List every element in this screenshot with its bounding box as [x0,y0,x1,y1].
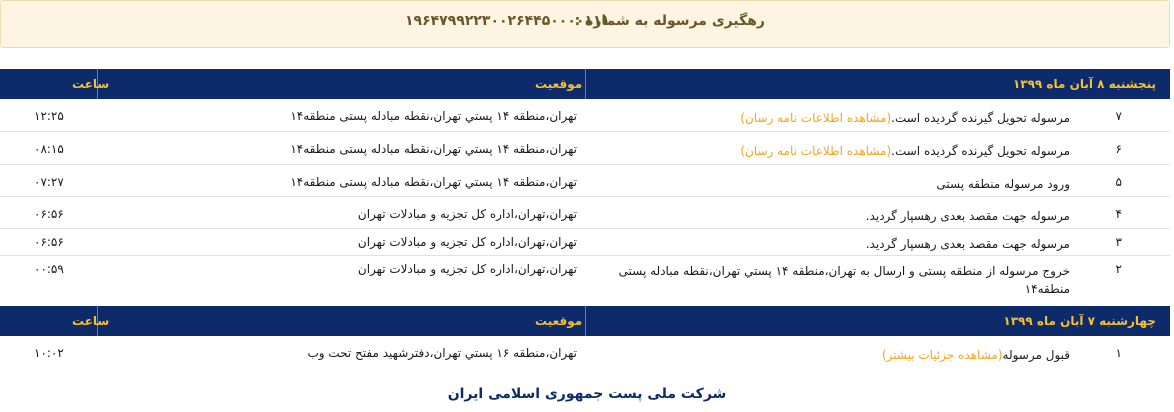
location-header: موقعیت [535,77,583,91]
more-details-link[interactable]: (مشاهده جزئیات بیشتر) [881,348,1003,362]
event-time: ۰۶:۵۶ [34,207,64,221]
event-location: تهران،منطقه ۱۴ پستي تهران،نقطه مبادله پستی منطقه۱۴ [290,109,577,123]
event-time: ۰۶:۵۶ [34,235,64,249]
courier-info-link[interactable]: (مشاهده اطلاعات نامه رسان) [740,111,892,125]
day-header [0,306,1170,336]
event-number: ۲ [1115,262,1122,276]
event-location: تهران،تهران،اداره کل تجزیه و مبادلات تهران [357,235,577,249]
table-row [0,132,1170,165]
event-description: مرسوله تحویل گیرنده گردیده است.(مشاهده اطلاعات نامه رسان) [740,111,1070,125]
tracking-header [0,0,1170,48]
event-number: ۴ [1115,207,1122,221]
event-description: مرسوله جهت مقصد بعدی رهسپار گردید. [865,209,1070,223]
day-date: پنجشنبه ۸ آبان ماه ۱۳۹۹ [1012,77,1156,91]
day-date: چهارشنبه ۷ آبان ماه ۱۳۹۹ [1003,314,1156,328]
table-row [0,336,1170,368]
location-header: موقعیت [535,314,583,328]
event-description: قبول مرسوله(مشاهده جزئیات بیشتر) [881,348,1070,362]
time-header: ساعت [72,314,110,328]
courier-info-link[interactable]: (مشاهده اطلاعات نامه رسان) [740,144,892,158]
event-number: ۳ [1115,235,1122,249]
event-time: ۱۲:۲۵ [34,109,64,123]
event-location: تهران،منطقه ۱۴ پستي تهران،نقطه مبادله پستی منطقه۱۴ [290,142,577,156]
event-description: مرسوله جهت مقصد بعدی رهسپار گردید. [865,237,1070,251]
event-number: ۶ [1115,142,1122,156]
event-number: ۱ [1115,346,1122,360]
event-number: ۷ [1115,109,1122,123]
event-time: ۰۷:۲۷ [34,175,64,189]
table-row [0,197,1170,229]
event-description: مرسوله تحویل گیرنده گردیده است.(مشاهده اطلاعات نامه رسان) [740,144,1070,158]
day-header [0,69,1170,99]
table-row [0,165,1170,197]
table-row [0,99,1170,132]
event-time: ۰۰:۵۹ [34,262,64,276]
event-description: ورود مرسوله منطقه پستی [936,177,1070,191]
event-location: تهران،تهران،اداره کل تجزیه و مبادلات تهران [357,207,577,221]
table-row [0,256,1170,302]
event-location: تهران،منطقه ۱۴ پستي تهران،نقطه مبادله پستی منطقه۱۴ [290,175,577,189]
time-header: ساعت [72,77,110,91]
event-number: ۵ [1115,175,1122,189]
event-description: خروج مرسوله از منطقه پستی و ارسال به تهران،منطقه ۱۴ پستي تهران،نقطه مبادله پستی منطقه۱۴ [618,264,1070,296]
table-row [0,229,1170,256]
event-time: ۱۰:۰۲ [34,346,64,360]
tracking-title: رهگیری مرسوله به شماره : [574,13,765,29]
event-location: تهران،منطقه ۱۶ پستي تهران،دفترشهید مفتح تحت وب [307,346,577,360]
tracking-number: ۱۹۶۴۷۹۹۲۲۳۰۰۲۶۴۴۵۰۰۰۰۱۱۱ [405,13,611,29]
event-time: ۰۸:۱۵ [34,142,64,156]
event-location: تهران،تهران،اداره کل تجزیه و مبادلات تهران [357,262,577,276]
footer-company-name: شرکت ملی پست جمهوری اسلامی ایران [447,386,727,402]
